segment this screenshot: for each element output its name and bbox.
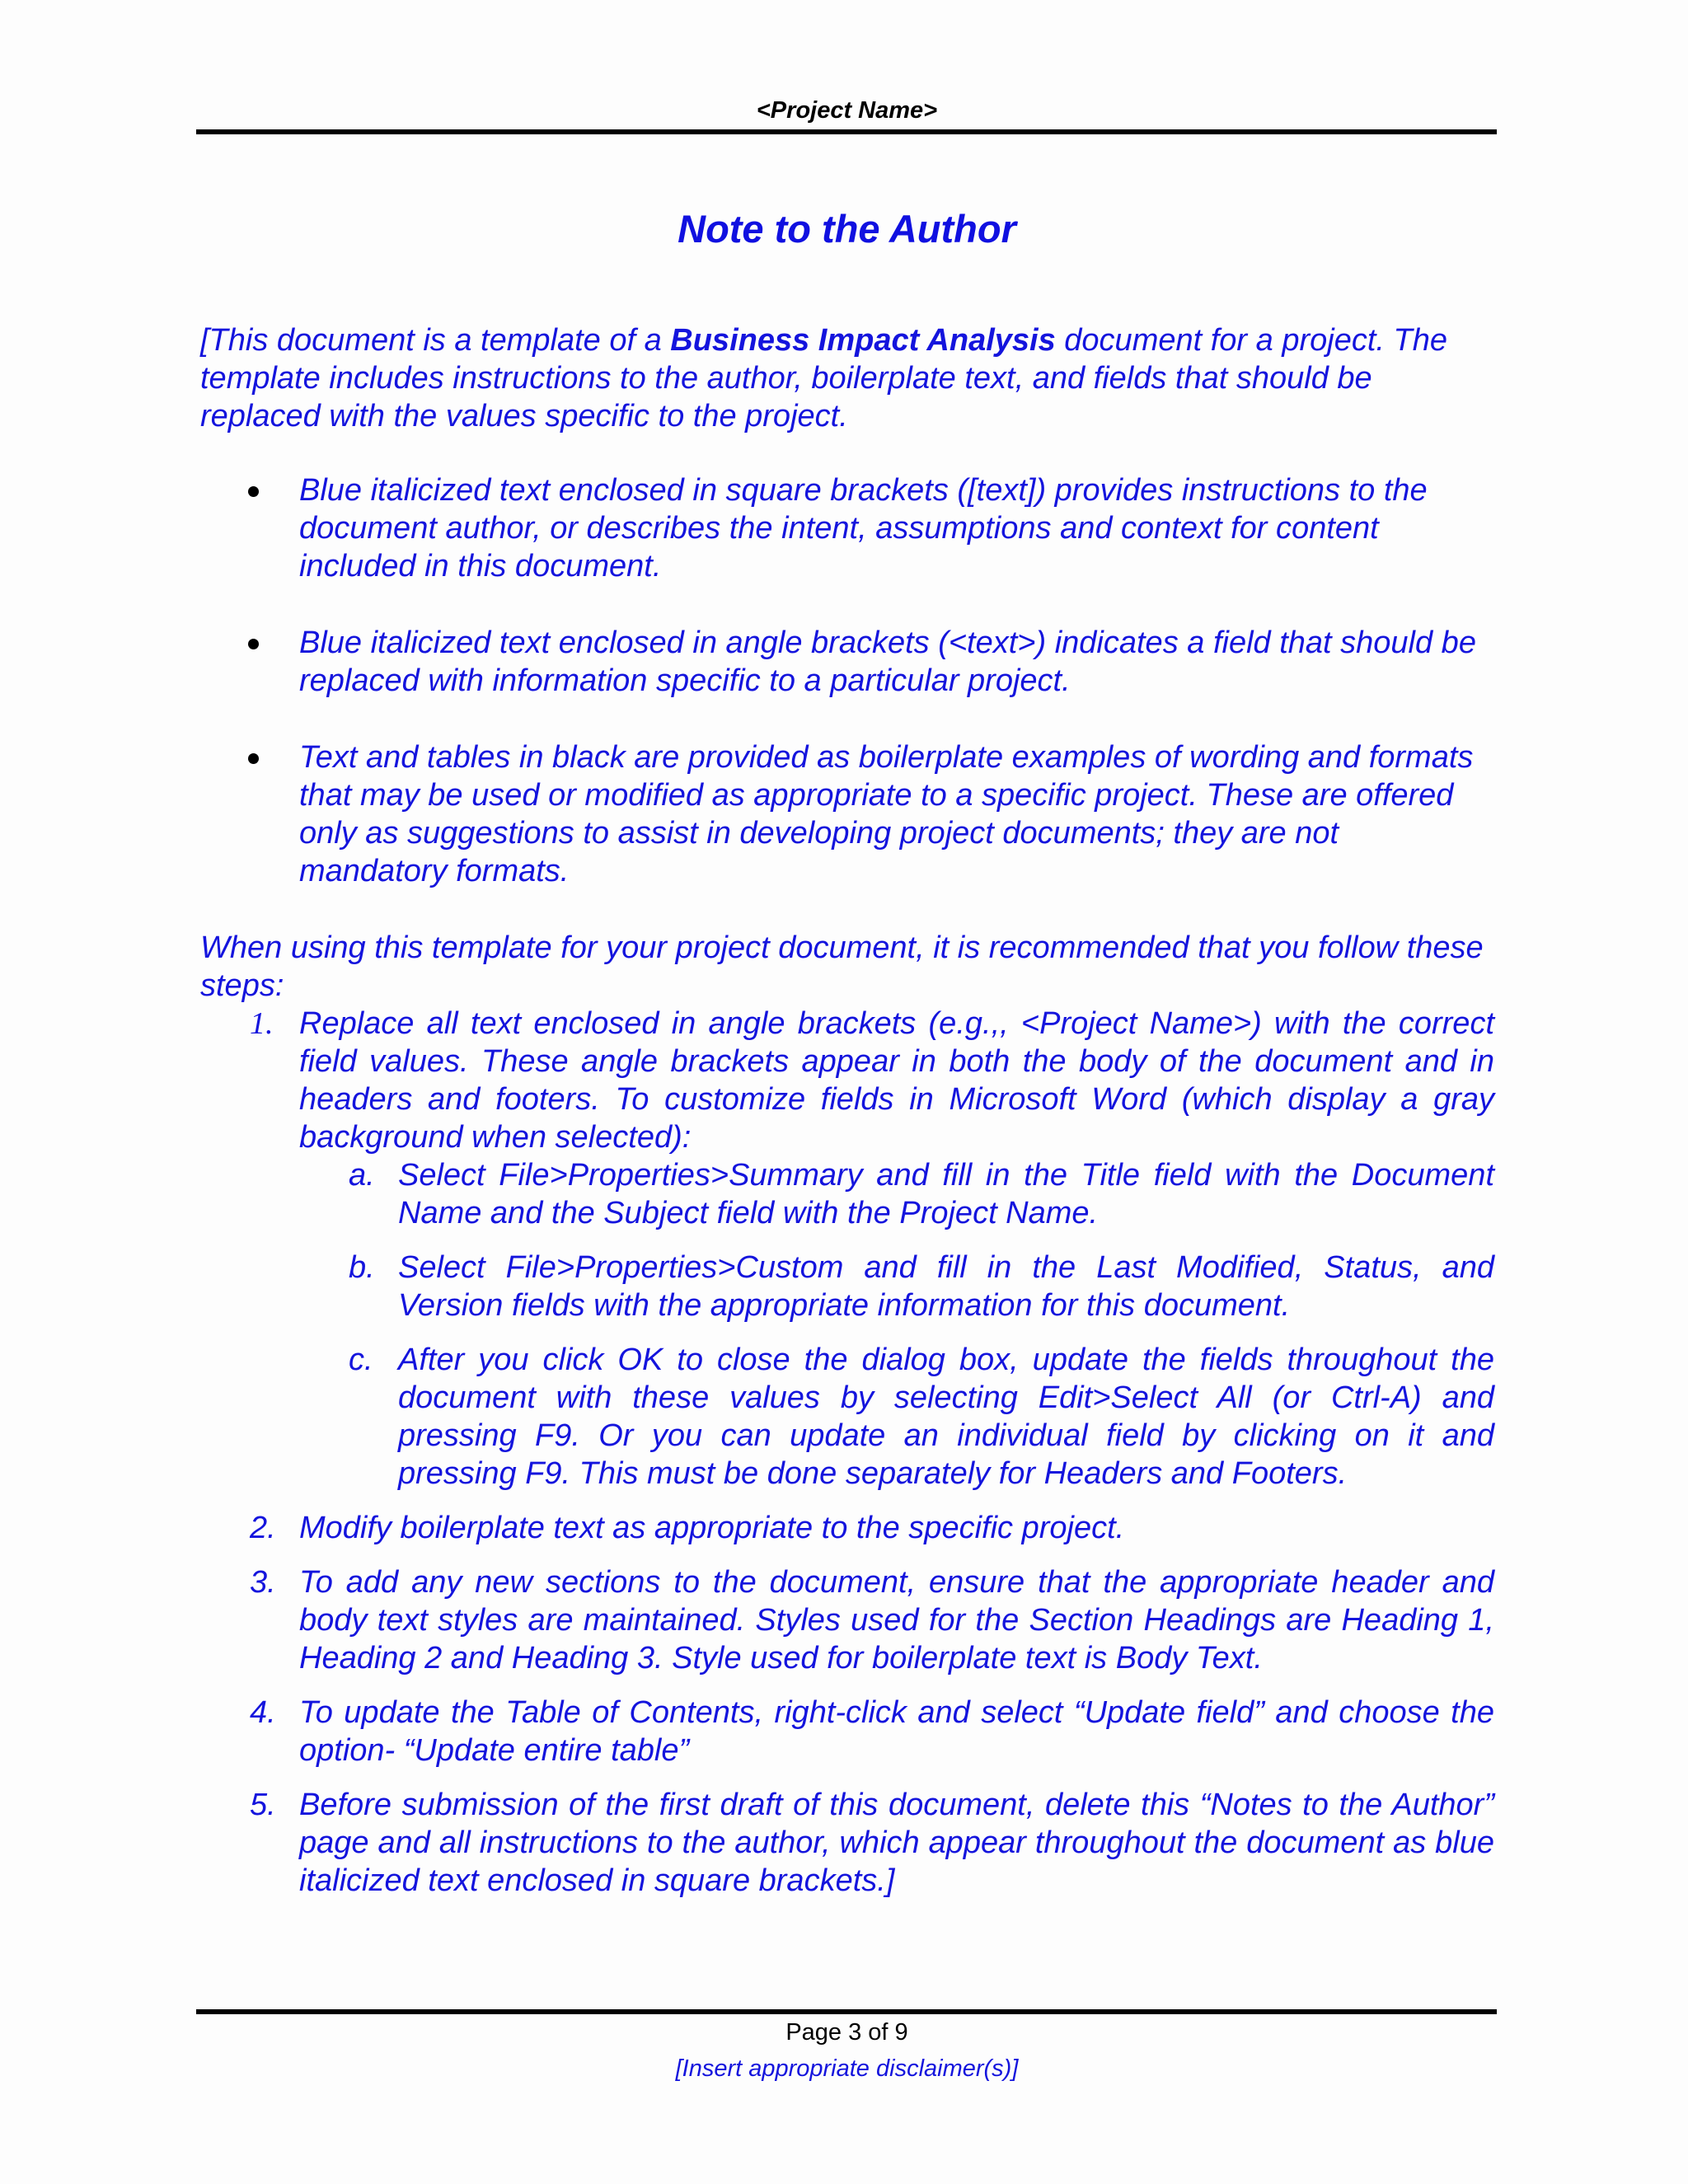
- step-text: Before submission of the first draft of this document, delete this “Notes to the Author” page and all instructions to the author, which appear throughout the document as blue italicized text enclosed in square brackets.]: [299, 1788, 1494, 1898]
- substep-item: [349, 1156, 1494, 1232]
- bullet-text: Blue italicized text enclosed in square brackets ([text]) provides instructions to the document author, or describes the intent, assumptions and context for content included in this document.: [299, 473, 1428, 583]
- steps-intro: When using this template for your project document, it is recommended that you follow these steps:: [200, 930, 1484, 1003]
- step-text: Modify boilerplate text as appropriate to the specific project.: [299, 1511, 1125, 1545]
- step-text: To add any new sections to the document, ensure that the appropriate header and body text styles are maintained. Styles used for the Section Headings are Heading 1, Heading 2 and Heading 3. Style used for boilerplate text is Body Text.: [299, 1565, 1494, 1675]
- substeps-list: [299, 1156, 1494, 1493]
- bullet-item: [200, 471, 1494, 585]
- bullet-item: [200, 624, 1494, 700]
- intro-text-2: document for a project. The template includes instructions to the author, boilerplate text, and fields that should be replaced with the values specific to the project.: [200, 323, 1447, 434]
- header-project-name: <Project Name>: [756, 97, 938, 124]
- step-text: To update the Table of Contents, right-click and select “Update field” and choose the option- “Update entire table”: [299, 1695, 1494, 1768]
- substep-number: c.: [349, 1343, 373, 1377]
- substep-text: After you click OK to close the dialog box, update the fields throughout the document with these values by selecting Edit>Select All (or Ctrl-A) and pressing F9. Or you can update an individual field by clicking on it and pressing F9. This must be done separately for Headers and Footers.: [398, 1343, 1494, 1491]
- bullet-item: [200, 738, 1494, 890]
- page-number: Page 3 of 9: [785, 2019, 908, 2046]
- document-body: [200, 321, 1494, 1916]
- step-number: 2.: [250, 1511, 276, 1545]
- intro-text-1: [This document is a template of a: [200, 323, 671, 358]
- step-number: 4.: [250, 1695, 276, 1730]
- step-item: [200, 1694, 1494, 1769]
- substep-number: b.: [349, 1250, 375, 1285]
- intro-paragraph: [200, 321, 1494, 435]
- step-item: [200, 1509, 1494, 1547]
- step-item: [200, 1786, 1494, 1900]
- substep-item: [349, 1341, 1494, 1493]
- footer-disclaimer: [Insert appropriate disclaimer(s)]: [675, 2055, 1019, 2082]
- intro-bold-title: Business Impact Analysis: [670, 323, 1056, 358]
- step-item: [200, 1563, 1494, 1677]
- header-rule: [196, 129, 1497, 134]
- footer-rule: [196, 2009, 1497, 2014]
- bullet-text: Text and tables in black are provided as boilerplate examples of wording and formats that may be used or modified as appropriate to a specific project. These are offered only as suggestions to assist in developing project documents; they are not mandatory formats.: [299, 740, 1474, 888]
- steps-list: [200, 1005, 1494, 1900]
- substep-text: Select File>Properties>Custom and fill in the Last Modified, Status, and Version fields with the appropriate information for this document.: [398, 1250, 1494, 1323]
- substep-number: a.: [349, 1158, 375, 1193]
- page-title: Note to the Author: [678, 207, 1016, 251]
- step-number: 3.: [250, 1565, 276, 1600]
- step-item: [200, 1005, 1494, 1493]
- bullet-icon: [248, 753, 259, 764]
- step-number: 1.: [250, 1006, 274, 1041]
- substep-item: [349, 1249, 1494, 1324]
- bullet-icon: [248, 486, 259, 497]
- bullet-text: Blue italicized text enclosed in angle brackets (<text>) indicates a field that should be replaced with information specific to a particular project.: [299, 626, 1476, 698]
- step-number: 5.: [250, 1788, 276, 1822]
- substep-text: Select File>Properties>Summary and fill in the Title field with the Document Name and the Subject field with the Project Name.: [398, 1158, 1494, 1230]
- bullet-list: [200, 471, 1494, 890]
- step-text: Replace all text enclosed in angle brackets (e.g.,, <Project Name>) with the correct field values. These angle brackets appear in both the body of the document and in headers and footers. To customize fields in Microsoft Word (which display a gray background when selected):: [299, 1006, 1494, 1155]
- bullet-icon: [248, 639, 259, 649]
